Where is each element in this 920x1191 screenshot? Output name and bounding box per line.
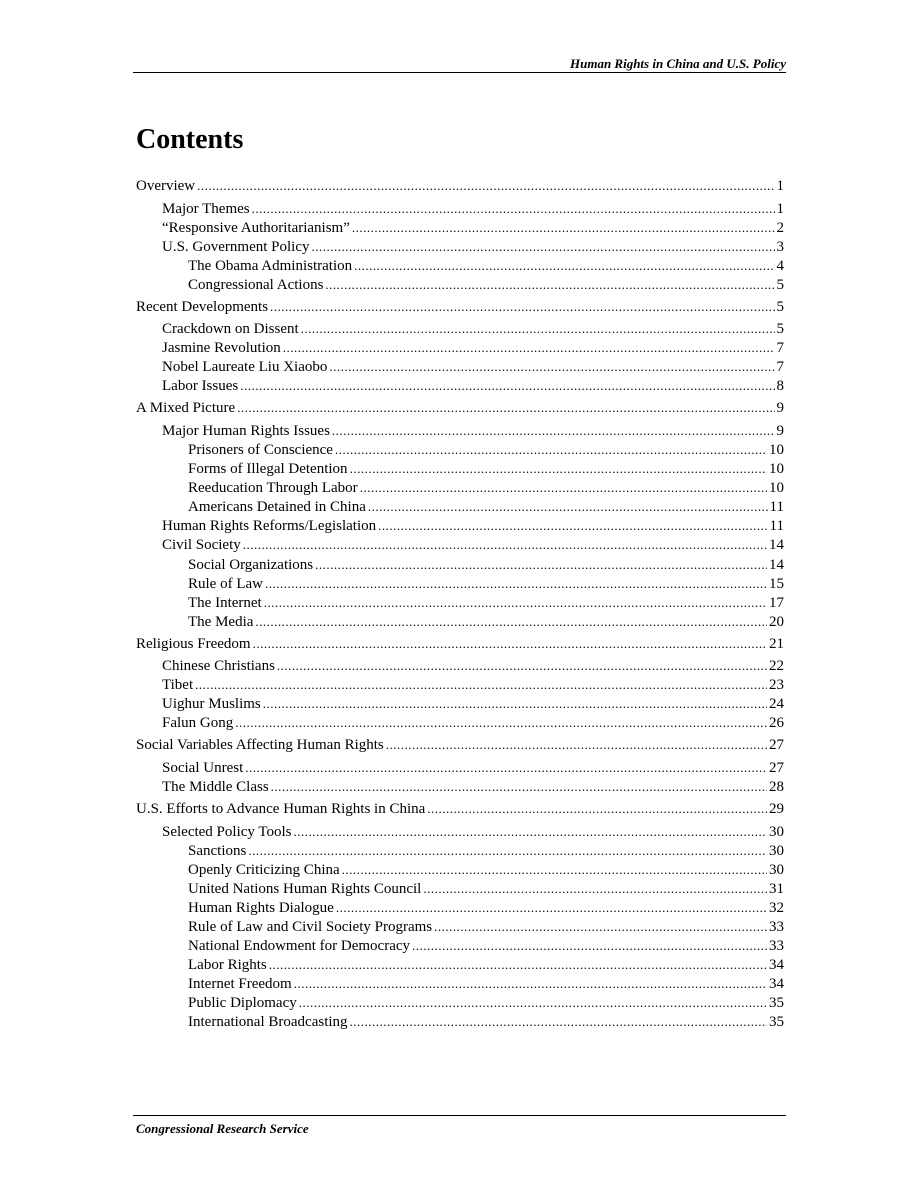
toc-entry-title: Major Themes [162, 201, 250, 217]
toc-entry-page-number: 2 [776, 220, 784, 236]
toc-entry-title: The Media [188, 614, 254, 630]
toc-entry-title: Uighur Muslims [162, 696, 261, 712]
dot-leader [329, 358, 774, 376]
dot-leader [434, 918, 767, 936]
toc-entry[interactable] [188, 276, 784, 294]
toc-entry-page-number: 33 [769, 919, 784, 935]
toc-entry-title: National Endowment for Democracy [188, 938, 411, 954]
toc-entry-page-number: 14 [769, 557, 784, 573]
toc-entry[interactable] [188, 441, 784, 459]
toc-entry-title: Rule of Law and Civil Society Programs [188, 919, 433, 935]
toc-entry-page-number: 10 [769, 480, 784, 496]
toc-entry-title: Recent Developments [136, 299, 269, 315]
dot-leader [271, 778, 767, 796]
toc-entry[interactable] [162, 422, 784, 440]
toc-entry-page-number: 21 [769, 636, 784, 652]
toc-entry-title: United Nations Human Rights Council [188, 881, 422, 897]
toc-entry[interactable] [162, 823, 784, 841]
toc-entry-title: Crackdown on Dissent [162, 321, 299, 337]
toc-entry-page-number: 24 [769, 696, 784, 712]
toc-entry-title: Overview [136, 178, 196, 194]
toc-entry-title: Prisoners of Conscience [188, 442, 333, 458]
toc-entry-title: Social Organizations [188, 557, 314, 573]
toc-entry-page-number: 11 [769, 499, 784, 515]
toc-entry[interactable] [162, 358, 784, 376]
toc-entry-page-number: 14 [769, 537, 784, 553]
dot-leader [299, 994, 767, 1012]
toc-entry-page-number: 4 [776, 258, 784, 274]
toc-entry-title: Labor Issues [162, 378, 239, 394]
toc-entry[interactable] [188, 994, 784, 1012]
toc-entry[interactable] [162, 320, 784, 338]
toc-entry[interactable] [162, 676, 784, 694]
running-footer: Congressional Research Service [136, 1121, 309, 1136]
toc-entry-page-number: 32 [769, 900, 784, 916]
toc-entry[interactable] [162, 778, 784, 796]
toc-entry-page-number: 5 [776, 321, 784, 337]
dot-leader [283, 339, 775, 357]
dot-leader [294, 975, 767, 993]
toc-entry-title: Falun Gong [162, 715, 234, 731]
toc-entry[interactable] [162, 200, 784, 218]
toc-entry-page-number: 26 [769, 715, 784, 731]
toc-entry-page-number: 33 [769, 938, 784, 954]
toc-entry-title: The Middle Class [162, 779, 269, 795]
dot-leader [335, 441, 767, 459]
toc-entry[interactable] [162, 377, 784, 395]
dot-leader [352, 219, 775, 237]
toc-entry-page-number: 7 [776, 340, 784, 356]
toc-entry-page-number: 10 [769, 442, 784, 458]
dot-leader [235, 714, 767, 732]
dot-leader [277, 657, 767, 675]
toc-entry[interactable] [188, 880, 784, 898]
toc-entry[interactable] [162, 238, 784, 256]
toc-entry-page-number: 29 [769, 801, 784, 817]
toc-entry-page-number: 8 [776, 378, 784, 394]
toc-entry[interactable] [188, 861, 784, 879]
dot-leader [264, 594, 767, 612]
toc-entry-page-number: 30 [769, 843, 784, 859]
toc-entry-page-number: 17 [769, 595, 784, 611]
toc-entry-page-number: 15 [769, 576, 784, 592]
footer-rule [133, 1115, 786, 1116]
toc-entry[interactable] [188, 613, 784, 631]
dot-leader [252, 200, 775, 218]
toc-entry-title: Rule of Law [188, 576, 263, 592]
dot-leader [332, 422, 775, 440]
toc-entry[interactable] [188, 575, 784, 593]
toc-entry-page-number: 22 [769, 658, 784, 674]
toc-entry[interactable] [162, 695, 784, 713]
toc-entry-page-number: 7 [776, 359, 784, 375]
toc-entry-title: Religious Freedom [136, 636, 251, 652]
toc-entry[interactable] [188, 842, 784, 860]
toc-entry-title: Selected Policy Tools [162, 824, 292, 840]
toc-entry-title: Chinese Christians [162, 658, 275, 674]
toc-entry[interactable] [136, 736, 784, 754]
toc-entry-page-number: 35 [769, 995, 784, 1011]
toc-entry-page-number: 10 [769, 461, 784, 477]
toc-entry-page-number: 5 [776, 299, 784, 315]
dot-leader [412, 937, 767, 955]
toc-entry-title: Civil Society [162, 537, 241, 553]
toc-entry-page-number: 20 [769, 614, 784, 630]
toc-entry-title: Tibet [162, 677, 194, 693]
dot-leader [248, 842, 767, 860]
toc-entry-title: Sanctions [188, 843, 247, 859]
toc-entry-page-number: 34 [769, 976, 784, 992]
toc-entry[interactable] [136, 635, 784, 653]
toc-entry[interactable] [188, 594, 784, 612]
toc-entry-page-number: 11 [769, 518, 784, 534]
toc-entry[interactable] [188, 556, 784, 574]
toc-entry-title: U.S. Government Policy [162, 239, 310, 255]
dot-leader [315, 556, 767, 574]
toc-entry[interactable] [162, 219, 784, 237]
toc-entry-page-number: 35 [769, 1014, 784, 1030]
toc-entry-page-number: 28 [769, 779, 784, 795]
toc-entry[interactable] [188, 460, 784, 478]
dot-leader [240, 377, 774, 395]
toc-entry-page-number: 23 [769, 677, 784, 693]
toc-entry-title: Reeducation Through Labor [188, 480, 358, 496]
toc-entry-page-number: 27 [769, 760, 784, 776]
dot-leader [423, 880, 767, 898]
dot-leader [301, 320, 775, 338]
dot-leader [255, 613, 767, 631]
toc-entry-title: International Broadcasting [188, 1014, 348, 1030]
dot-leader [312, 238, 775, 256]
dot-leader [263, 695, 767, 713]
dot-leader [253, 635, 767, 653]
toc-entry[interactable] [162, 759, 784, 777]
dot-leader [378, 517, 767, 535]
toc-entry[interactable] [136, 399, 784, 417]
dot-leader [243, 536, 767, 554]
toc-entry-title: The Obama Administration [188, 258, 353, 274]
toc-entry-page-number: 34 [769, 957, 784, 973]
toc-entry-title: Social Variables Affecting Human Rights [136, 737, 384, 753]
dot-leader [354, 257, 774, 275]
dot-leader [350, 1013, 767, 1031]
dot-leader [237, 399, 774, 417]
page-title: Contents [136, 124, 244, 155]
toc-entry-title: Congressional Actions [188, 277, 324, 293]
toc-entry[interactable] [188, 899, 784, 917]
toc-entry[interactable] [162, 517, 784, 535]
toc-entry[interactable] [188, 937, 784, 955]
dot-leader [342, 861, 767, 879]
running-header: Human Rights in China and U.S. Policy [569, 56, 786, 71]
toc-entry-title: Human Rights Dialogue [188, 900, 334, 916]
toc-entry[interactable] [162, 714, 784, 732]
dot-leader [245, 759, 767, 777]
toc-entry-title: Jasmine Revolution [162, 340, 281, 356]
toc-entry-page-number: 30 [769, 824, 784, 840]
toc-entry-page-number: 1 [776, 201, 784, 217]
toc-entry[interactable] [188, 257, 784, 275]
toc-entry[interactable] [188, 1013, 784, 1031]
toc-entry-title: Public Diplomacy [188, 995, 297, 1011]
toc-entry[interactable] [188, 498, 784, 516]
dot-leader [336, 899, 767, 917]
toc-entry[interactable] [162, 657, 784, 675]
toc-entry-title: Social Unrest [162, 760, 244, 776]
dot-leader [197, 177, 774, 195]
toc-entry-title: Nobel Laureate Liu Xiaobo [162, 359, 328, 375]
dot-leader [427, 800, 767, 818]
toc-entry-title: Internet Freedom [188, 976, 292, 992]
toc-entry-title: The Internet [188, 595, 262, 611]
dot-leader [269, 956, 767, 974]
toc-entry-title: Major Human Rights Issues [162, 423, 330, 439]
toc-entry-title: Labor Rights [188, 957, 267, 973]
toc-entry-page-number: 31 [769, 881, 784, 897]
toc-entry-title: U.S. Efforts to Advance Human Rights in China [136, 801, 426, 817]
dot-leader [368, 498, 768, 516]
toc-entry-page-number: 3 [776, 239, 784, 255]
toc-entry-page-number: 30 [769, 862, 784, 878]
toc-entry-page-number: 1 [776, 178, 784, 194]
toc-entry-title: A Mixed Picture [136, 400, 236, 416]
toc-entry-page-number: 9 [776, 400, 784, 416]
dot-leader [350, 460, 767, 478]
toc-entry[interactable] [188, 956, 784, 974]
dot-leader [360, 479, 767, 497]
dot-leader [386, 736, 767, 754]
dot-leader [325, 276, 774, 294]
toc-entry-page-number: 27 [769, 737, 784, 753]
toc-entry-title: Human Rights Reforms/Legislation [162, 518, 377, 534]
toc-entry-page-number: 5 [776, 277, 784, 293]
toc-entry[interactable] [188, 975, 784, 993]
dot-leader [270, 298, 774, 316]
toc-entry-title: “Responsive Authoritarianism” [162, 220, 350, 236]
toc-entry[interactable] [136, 298, 784, 316]
toc-entry[interactable] [136, 177, 784, 195]
toc-entry[interactable] [162, 536, 784, 554]
toc-entry[interactable] [136, 800, 784, 818]
toc-entry-title: Openly Criticizing China [188, 862, 340, 878]
dot-leader [294, 823, 768, 841]
toc-entry[interactable] [162, 339, 784, 357]
table-of-contents [136, 0, 784, 1191]
toc-entry[interactable] [188, 479, 784, 497]
toc-entry-page-number: 9 [776, 423, 784, 439]
toc-entry-title: Forms of Illegal Detention [188, 461, 348, 477]
dot-leader [195, 676, 767, 694]
toc-entry[interactable] [188, 918, 784, 936]
dot-leader [265, 575, 767, 593]
toc-entry-title: Americans Detained in China [188, 499, 366, 515]
